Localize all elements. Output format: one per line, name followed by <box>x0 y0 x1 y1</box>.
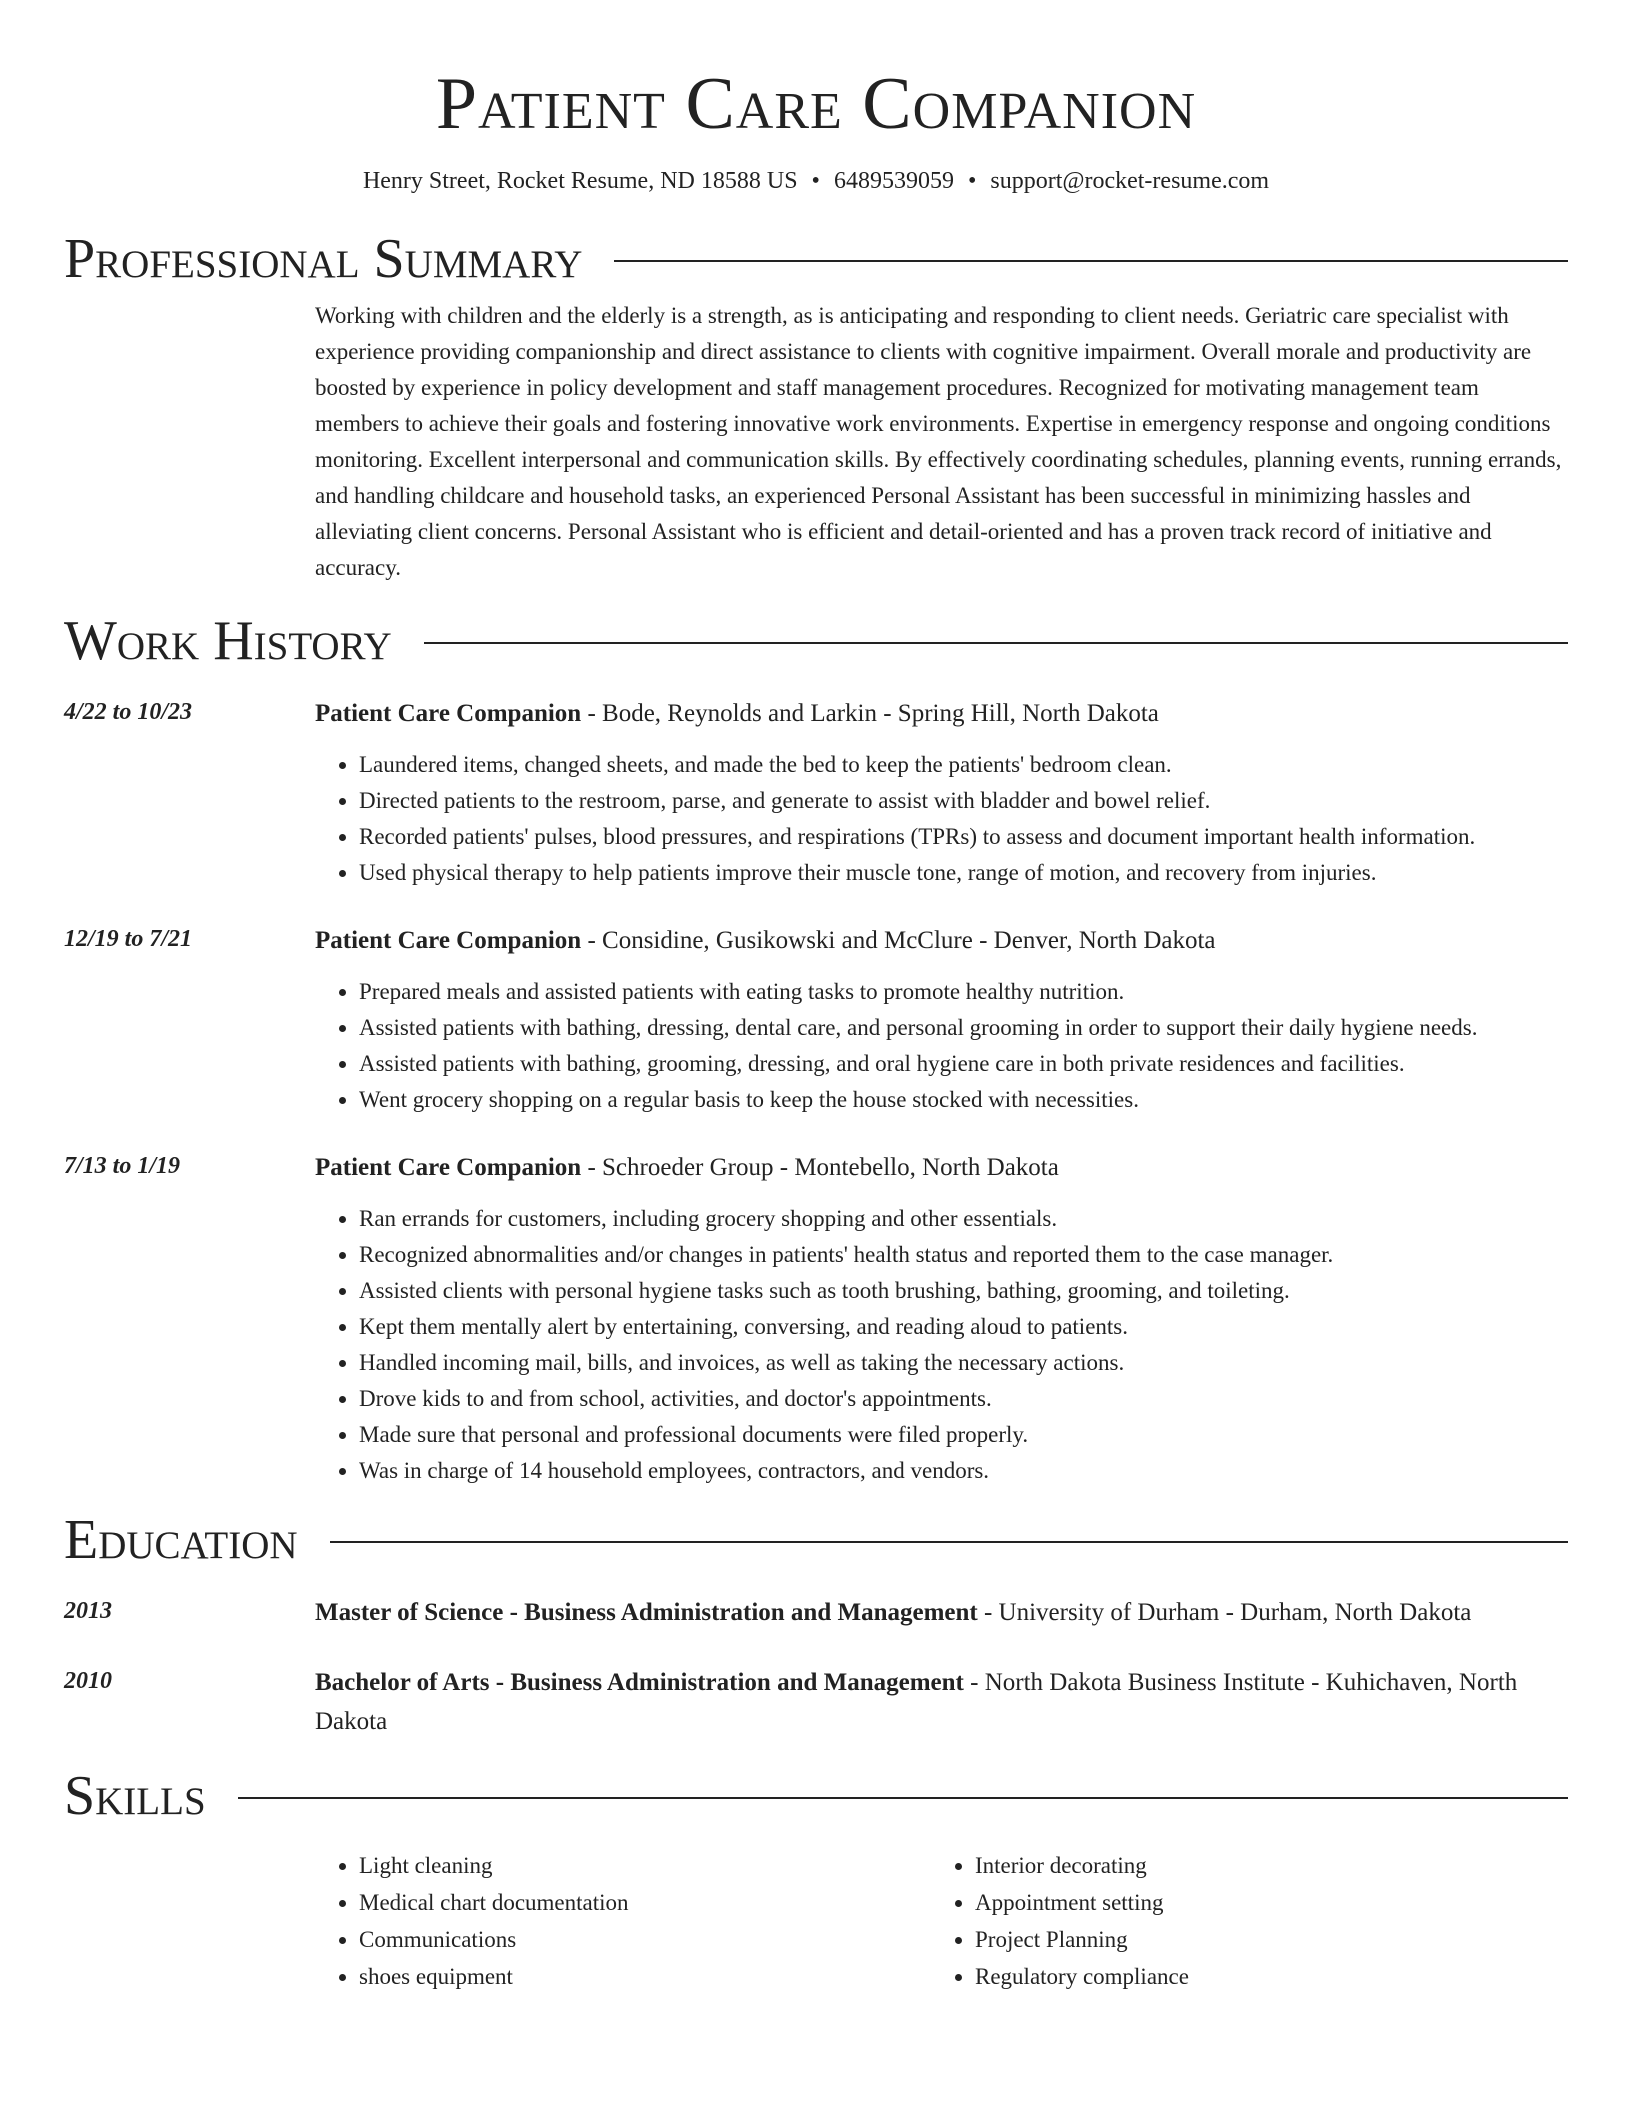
section-divider <box>238 1797 1568 1799</box>
education-degree: Master of Science - Business Administration and Management <box>315 1599 978 1626</box>
job-entry <box>64 1148 1568 1489</box>
summary-body <box>315 298 1568 586</box>
contact-separator: • <box>811 168 820 194</box>
job-header <box>315 694 1568 733</box>
skill-item: • Regulatory compliance <box>975 1958 1547 1995</box>
job-bullet: • Ran errands for customers, including grocery shopping and other essentials. <box>359 1201 1568 1237</box>
job-bullet: • Went grocery shopping on a regular basis to keep the house stocked with necessities. <box>359 1082 1568 1118</box>
job-title: Patient Care Companion <box>315 1154 582 1181</box>
job-title: Patient Care Companion <box>315 927 582 954</box>
job-entry <box>64 694 1568 891</box>
skill-item: • Appointment setting <box>975 1884 1547 1921</box>
section-divider <box>330 1541 1568 1543</box>
job-header <box>315 1148 1568 1187</box>
skill-item: • shoes equipment <box>359 1958 931 1995</box>
job-bullet: • Prepared meals and assisted patients with eating tasks to promote healthy nutrition. <box>359 974 1568 1010</box>
job-bullet: • Recorded patients' pulses, blood pressures, and respirations (TPRs) to assess and document important health information. <box>359 819 1568 855</box>
job-title: Patient Care Companion <box>315 700 582 727</box>
contact-phone: 6489539059 <box>833 168 954 194</box>
contact-address: Henry Street, Rocket Resume, ND 18588 US <box>362 168 798 194</box>
education-section-header <box>64 1509 1568 1571</box>
skill-item: • Medical chart documentation <box>359 1884 931 1921</box>
job-bullet: • Handled incoming mail, bills, and invoices, as well as taking the necessary actions. <box>359 1345 1568 1381</box>
job-header <box>315 921 1568 960</box>
job-bullet: • Made sure that personal and professional documents were filed properly. <box>359 1417 1568 1453</box>
job-bullet: • Laundered items, changed sheets, and made the bed to keep the patients' bedroom clean. <box>359 747 1568 783</box>
job-bullet: • Assisted patients with bathing, grooming, dressing, and oral hygiene care in both private residences and facilities. <box>359 1046 1568 1082</box>
resume-page <box>64 0 1568 1995</box>
education-degree: Bachelor of Arts - Business Administration and Management <box>315 1669 964 1696</box>
job-body <box>315 921 1568 1118</box>
skills-heading: Skills <box>64 1765 206 1827</box>
job-bullet: • Drove kids to and from school, activities, and doctor's appointments. <box>359 1381 1568 1417</box>
skill-item: • Communications <box>359 1921 931 1958</box>
job-date: 12/19 to 7/21 <box>64 926 193 952</box>
education-school: - North Dakota Business Institute - Kuhichaven, North Dakota <box>315 1669 1518 1735</box>
skills-column-right <box>931 1847 1547 1995</box>
job-date: 7/13 to 1/19 <box>64 1153 181 1179</box>
skills-list <box>315 1847 1568 1995</box>
job-bullet: • Assisted clients with personal hygiene tasks such as tooth brushing, bathing, grooming, and toileting. <box>359 1273 1568 1309</box>
skill-item: • Light cleaning <box>359 1847 931 1884</box>
job-body <box>315 1148 1568 1489</box>
section-divider <box>614 260 1568 262</box>
skills-section-header <box>64 1765 1568 1827</box>
education-body <box>315 1593 1568 1632</box>
contact-line <box>64 166 1568 196</box>
job-bullet: • Directed patients to the restroom, parse, and generate to assist with bladder and bowel relief. <box>359 783 1568 819</box>
job-bullets <box>315 974 1568 1118</box>
job-employer: - Considine, Gusikowski and McClure - Denver, North Dakota <box>581 927 1216 954</box>
job-date: 4/22 to 10/23 <box>64 699 193 725</box>
job-employer: - Schroeder Group - Montebello, North Dakota <box>581 1154 1059 1181</box>
skills-column-left <box>315 1847 931 1995</box>
education-entry <box>64 1663 1568 1741</box>
education-entry <box>64 1593 1568 1632</box>
job-body <box>315 694 1568 891</box>
education-year: 2013 <box>64 1598 112 1624</box>
summary-heading: Professional Summary <box>64 228 583 290</box>
summary-section-header <box>64 228 1568 290</box>
job-bullet: • Assisted patients with bathing, dressing, dental care, and personal grooming in order to support their daily hygiene needs. <box>359 1010 1568 1046</box>
contact-separator: • <box>967 168 977 194</box>
work-section-header <box>64 610 1568 672</box>
job-bullets <box>315 1201 1568 1489</box>
skill-item: • Interior decorating <box>975 1847 1547 1884</box>
job-bullet: • Used physical therapy to help patients improve their muscle tone, range of motion, and recovery from injuries. <box>359 855 1568 891</box>
job-bullet: • Was in charge of 14 household employees, contractors, and vendors. <box>359 1453 1568 1489</box>
section-divider <box>424 642 1568 644</box>
education-heading: Education <box>64 1509 298 1571</box>
job-bullet: • Kept them mentally alert by entertaining, conversing, and reading aloud to patients. <box>359 1309 1568 1345</box>
candidate-name: Patient Care Companion <box>435 63 1197 145</box>
job-employer: - Bode, Reynolds and Larkin - Spring Hill, North Dakota <box>581 700 1159 727</box>
education-year: 2010 <box>64 1668 112 1694</box>
job-bullet: • Recognized abnormalities and/or changes in patients' health status and reported them to the case manager. <box>359 1237 1568 1273</box>
education-school: - University of Durham - Durham, North Dakota <box>977 1599 1472 1626</box>
work-heading: Work History <box>64 610 392 672</box>
education-body <box>315 1663 1568 1741</box>
summary-text: Working with children and the elderly is a strength, as is anticipating and responding to client needs. Geriatric care specialist with experience providing companionship and direct assistance to clients with cognitive impairment. Overall morale and productivity are boosted by experience in policy development and staff management procedures. Recognized for motivating management team members to achieve their goals and fostering innovative work environments. Expertise in emergency response and ongoing conditions monitoring. Excellent interpersonal and communication skills. By effectively coordinating schedules, planning events, running errands, and handling childcare and household tasks, an experienced Personal Assistant has been successful in minimizing hassles and alleviating client concerns. Personal Assistant who is efficient and detail-oriented and has a proven track record of initiative and accuracy. <box>315 303 1562 580</box>
job-bullets <box>315 747 1568 891</box>
job-entry <box>64 921 1568 1118</box>
skill-item: • Project Planning <box>975 1921 1547 1958</box>
contact-email: support@rocket-resume.com <box>990 168 1270 194</box>
